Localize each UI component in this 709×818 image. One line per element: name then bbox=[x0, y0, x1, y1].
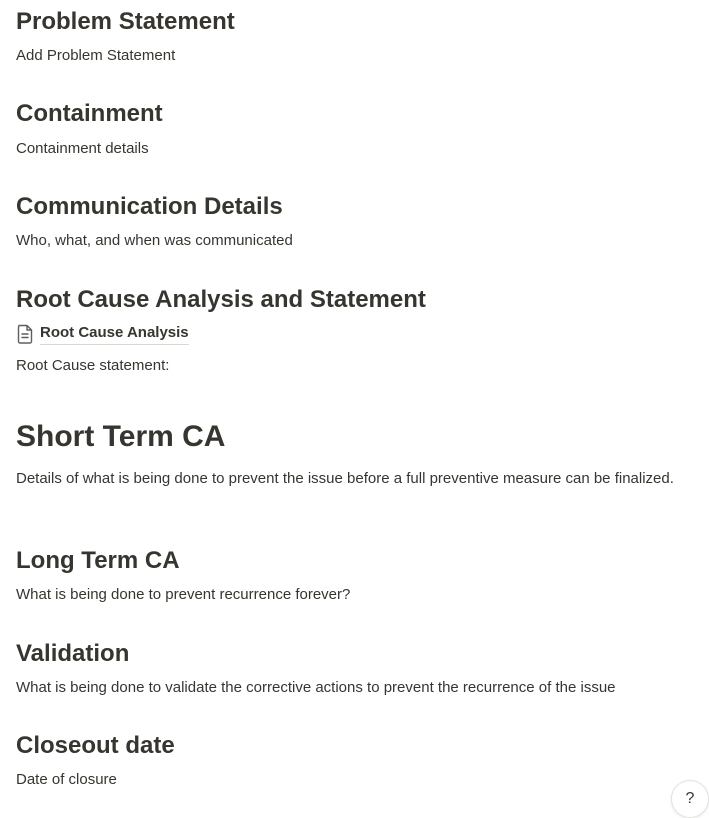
root-cause-analysis-page-link[interactable] bbox=[16, 322, 189, 345]
text-validation[interactable]: What is being done to validate the corrective actions to prevent the recurrence of the issue bbox=[16, 679, 616, 696]
text-containment[interactable]: Containment details bbox=[16, 140, 149, 157]
text-long-term-ca[interactable]: What is being done to prevent recurrence forever? bbox=[16, 586, 351, 603]
heading-long-term-ca[interactable]: Long Term CA bbox=[16, 547, 180, 574]
help-icon: ? bbox=[685, 790, 695, 807]
text-communication-details[interactable]: Who, what, and when was communicated bbox=[16, 232, 293, 249]
heading-closeout-date[interactable]: Closeout date bbox=[16, 732, 175, 759]
heading-short-term-ca[interactable]: Short Term CA bbox=[16, 420, 226, 453]
text-short-term-ca[interactable]: Details of what is being done to prevent the issue before a full preventive measure can be finalized. bbox=[16, 470, 674, 487]
text-root-cause-statement[interactable]: Root Cause statement: bbox=[16, 357, 170, 374]
page-icon bbox=[16, 324, 34, 344]
help-button[interactable] bbox=[671, 780, 709, 818]
page-link-label[interactable]: Root Cause Analysis bbox=[40, 322, 189, 345]
heading-containment[interactable]: Containment bbox=[16, 100, 163, 127]
heading-root-cause[interactable]: Root Cause Analysis and Statement bbox=[16, 286, 426, 313]
heading-problem-statement[interactable]: Problem Statement bbox=[16, 8, 235, 35]
text-problem-statement[interactable]: Add Problem Statement bbox=[16, 47, 176, 64]
heading-communication-details[interactable]: Communication Details bbox=[16, 193, 283, 220]
text-closeout-date[interactable]: Date of closure bbox=[16, 771, 117, 788]
heading-validation[interactable]: Validation bbox=[16, 640, 130, 667]
